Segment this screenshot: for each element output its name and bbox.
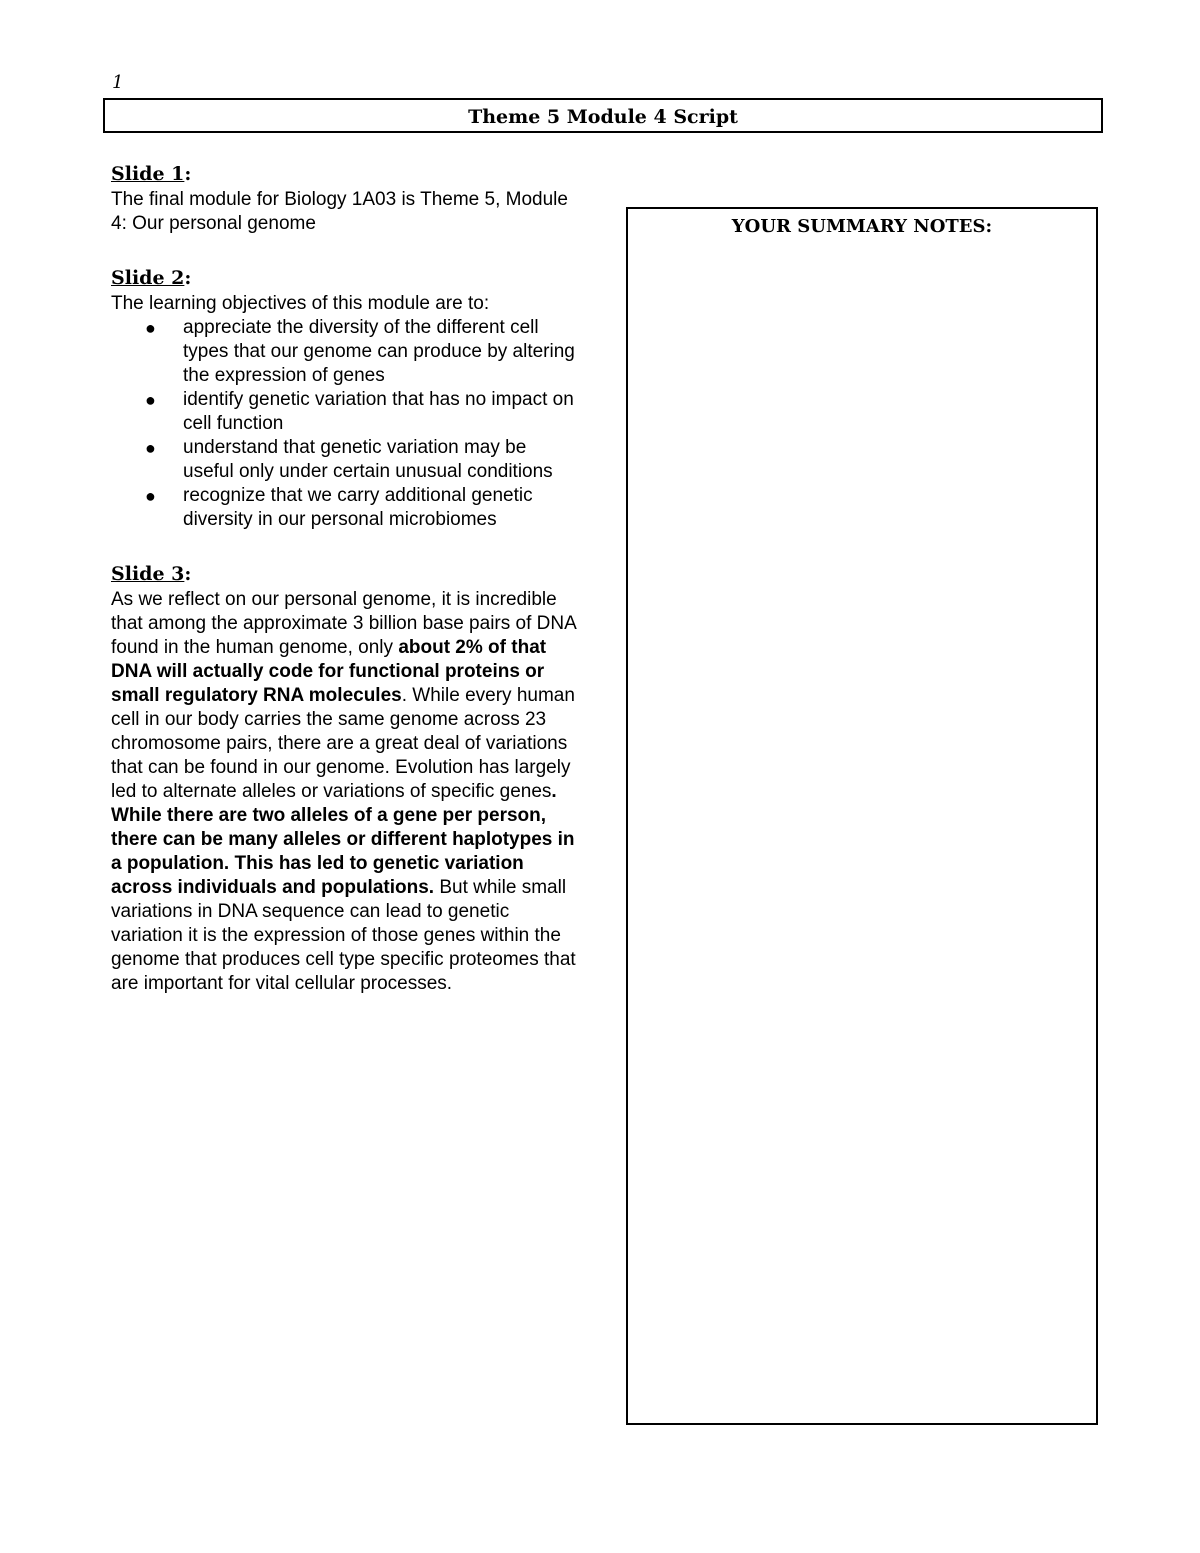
slide-1-text: The final module for Biology 1A03 is Theme 5, Module 4: Our personal genome [111, 189, 568, 234]
list-item [145, 388, 581, 436]
slide-3-label: Slide 3 [111, 563, 185, 585]
slide-3-heading: Slide 3: [111, 563, 192, 585]
bullet-icon: ● [145, 390, 156, 410]
slide-3-emphasis: about 2% of that DNA will actually code for functional proteins or small regulatory RNA molecules [111, 637, 547, 706]
summary-notes-box[interactable] [626, 207, 1098, 1425]
page-number: 1 [112, 72, 124, 93]
slide-3-text [111, 588, 581, 996]
slide-3-segment: As we reflect on our personal genome, it is incredible that among the approximate 3 billion base pairs of DNA found in the human genome, only [111, 589, 576, 658]
objectives-list [111, 316, 581, 532]
objective-text: recognize that we carry additional genetic diversity in our personal microbiomes [183, 485, 533, 530]
slide-2-heading: Slide 2: [111, 267, 192, 289]
summary-notes-title: YOUR SUMMARY NOTES: [731, 216, 993, 237]
list-item [145, 316, 581, 388]
bullet-icon: ● [145, 486, 156, 506]
slide-2-label: Slide 2 [111, 267, 185, 289]
bullet-icon: ● [145, 318, 156, 338]
slide-3-segment: But while small variations in DNA sequence can lead to genetic variation it is the expression of those genes within the genome that produces cell type specific proteomes that are important for vital cellular processes. [111, 877, 576, 994]
list-item [145, 436, 581, 484]
objective-text: appreciate the diversity of the different cell types that our genome can produce by altering the expression of genes [183, 317, 575, 386]
list-item [145, 484, 581, 532]
script-column [111, 160, 581, 996]
objective-text: identify genetic variation that has no impact on cell function [183, 389, 574, 434]
slide-3-emphasis: . While there are two alleles of a gene per person, there can be many alleles or different haplotypes in a population. This has led to genetic variation across individuals and populations. [111, 781, 575, 898]
slide-2-intro: The learning objectives of this module are to: [111, 293, 490, 314]
title-box [103, 98, 1103, 133]
slide-3-segment: . While every human cell in our body carries the same genome across 23 chromosome pairs, there are a great deal of variations that can be found in our genome. Evolution has largely led to alternate alleles or variations of specific genes [111, 685, 575, 802]
page-title: Theme 5 Module 4 Script [468, 106, 738, 128]
bullet-icon: ● [145, 438, 156, 458]
objective-text: understand that genetic variation may be useful only under certain unusual conditions [183, 437, 553, 482]
slide-1-heading: Slide 1: [111, 163, 192, 185]
slide-1-label: Slide 1 [111, 163, 185, 185]
